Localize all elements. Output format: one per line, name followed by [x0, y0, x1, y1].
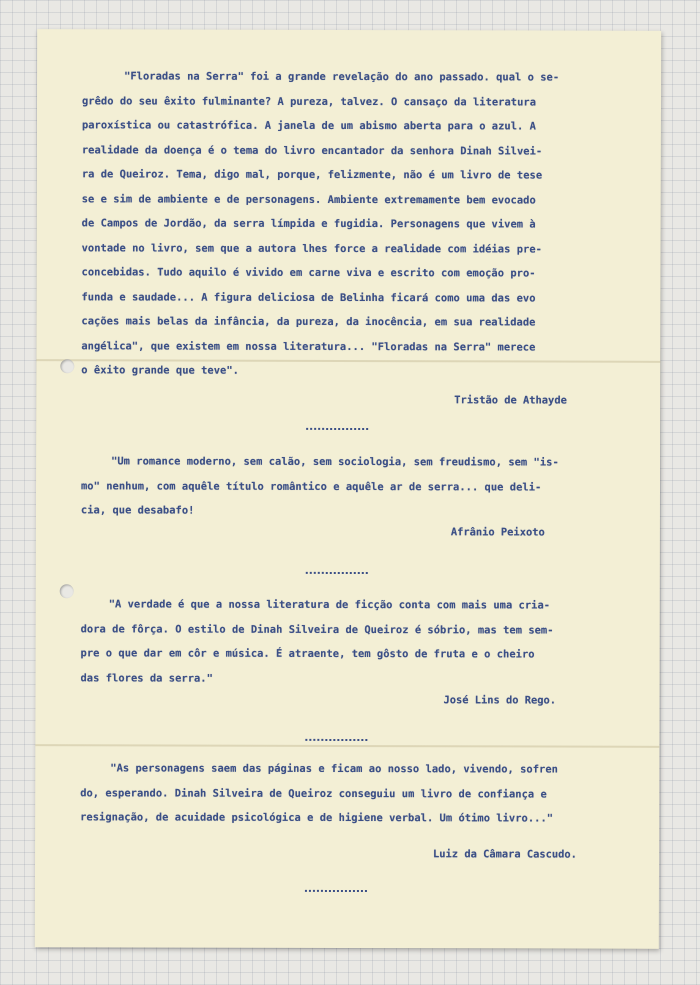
quote-tristao: [81, 64, 627, 384]
quote-line: realidade da doença é o tema do livro encantador da senhora Dinah Silvei-: [81, 143, 543, 158]
quote-line: ra de Queiroz. Tema, digo mal, porque, felizmente, não é um livro de tese: [81, 168, 543, 182]
quote-author: Afrânio Peixoto: [450, 526, 545, 539]
quote-line: cações mais belas da infância, da pureza, da inocência, em sua realidade: [81, 315, 536, 329]
quote-line: "A verdade é que a nossa literatura de ficção conta com mais uma cria-: [108, 598, 551, 612]
quote-line: angélica", que existem em nossa literatura... "Floradas na Serra" merece: [81, 339, 536, 353]
section-divider: [306, 572, 368, 574]
quote-afranio: [81, 449, 626, 524]
quote-line: cia, que desabafo!: [80, 504, 195, 517]
quote-jose-lins: [80, 592, 625, 691]
quote-line: dora de fôrça. O estilo de Dinah Silveira de Queiroz é sóbrio, mas tem sem-: [80, 622, 554, 637]
section-divider: [305, 739, 367, 741]
quote-author: Luiz da Câmara Cascudo.: [433, 848, 577, 861]
quote-line: resignação, de acuidade psicológica e de higiene verbal. Um ótimo livro...": [80, 811, 554, 825]
quote-line: "Um romance moderno, sem calão, sem sociologia, sem freudismo, sem "is-: [111, 455, 559, 469]
binder-hole: [60, 584, 74, 598]
quote-author: José Lins do Rego.: [443, 694, 557, 707]
page-fold-crease: [35, 744, 659, 748]
quote-line: do, esperando. Dinah Silveira de Queiroz conseguiu um livro de confiança e: [80, 786, 547, 801]
section-divider: [305, 890, 367, 892]
quote-line: "Floradas na Serra" foi a grande revelação do ano passado. qual o se-: [124, 70, 560, 84]
quote-line: paroxística ou catastrófica. A janela de um abismo aberta para o azul. A: [81, 119, 536, 133]
quote-line: grêdo do seu êxito fulminante? A pureza, talvez. O cansaço da literatura: [81, 94, 537, 108]
typewritten-page: [35, 29, 661, 949]
quote-line: "As personagens saem das páginas e ficam ao nosso lado, vivendo, sofren: [110, 762, 559, 776]
section-divider: [306, 428, 368, 430]
quote-line: concebidas. Tudo aquilo é vivido em carne viva e escrito com emoção pro-: [81, 266, 536, 280]
quote-line: vontade no livro, sem que a autora lhes force a realidade com idéias pre-: [81, 241, 542, 256]
quote-line: pre o que dar em côr e música. É atraente, tem gôsto de fruta e o cheiro: [80, 647, 535, 661]
quote-line: de Campos de Jordão, da serra límpida e fugidia. Personagens que vivem à: [81, 217, 536, 231]
quote-line: mo" nenhum, com aquêle título romântico e aquêle ar de serra... que deli-: [80, 479, 542, 494]
quote-line: funda e saudade... A figura deliciosa de Belinha ficará como uma das evo: [81, 290, 536, 304]
quote-line: das flores da serra.": [80, 671, 213, 685]
quote-line: o êxito grande que teve".: [81, 364, 239, 377]
quote-line: se e sim de ambiente e de personagens. Ambiente extremamente bem evocado: [81, 192, 536, 206]
binder-hole: [60, 359, 74, 373]
quote-luiz-cascudo: [80, 756, 625, 831]
quote-author: Tristão de Athayde: [454, 394, 567, 407]
